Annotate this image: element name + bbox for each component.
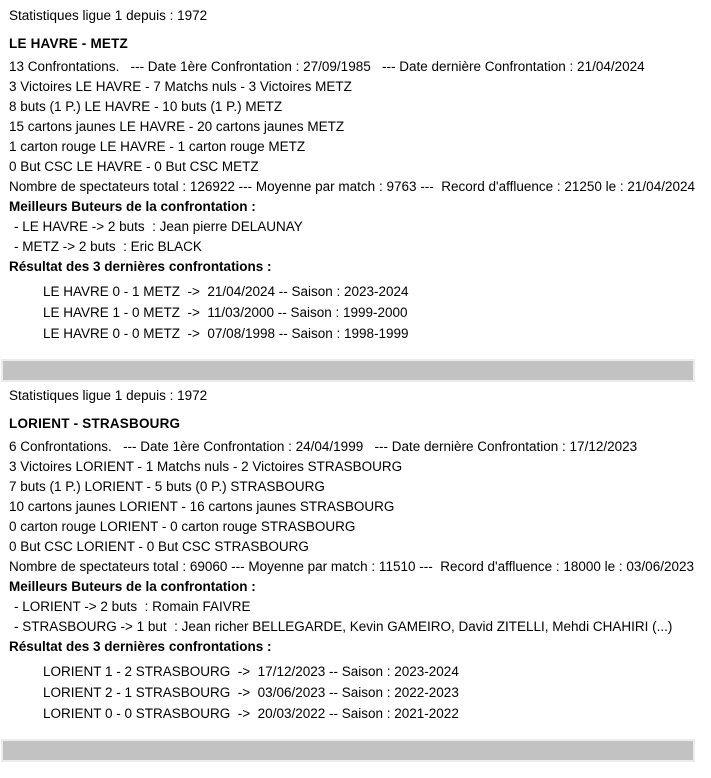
stat-own-goals: 0 But CSC LORIENT - 0 But CSC STRASBOURG	[9, 539, 309, 554]
scorer-away: - METZ -> 2 buts : Eric BLACK	[14, 239, 202, 254]
result-row: LE HAVRE 0 - 1 METZ -> 21/04/2024 -- Saison : 2023-2024	[43, 284, 409, 299]
scorer-home: - LE HAVRE -> 2 buts : Jean pierre DELAUNAY	[14, 219, 303, 234]
result-row: LE HAVRE 1 - 0 METZ -> 11/03/2000 -- Saison : 1999-2000	[43, 305, 408, 320]
result-row: LE HAVRE 0 - 0 METZ -> 07/08/1998 -- Saison : 1998-1999	[43, 326, 409, 341]
stat-red-cards: 0 carton rouge LORIENT - 0 carton rouge STRASBOURG	[9, 519, 356, 534]
last-results-list	[9, 281, 703, 344]
stat-yellow-cards: 15 cartons jaunes LE HAVRE - 20 cartons jaunes METZ	[9, 119, 345, 134]
stat-spectators: Nombre de spectateurs total : 69060 --- Moyenne par match : 11510 --- Record d'affluence : 18000 le : 03/06/2023	[9, 559, 694, 574]
stat-confrontations-dates: 6 Confrontations. --- Date 1ère Confrontation : 24/04/1999 --- Date dernière Confrontation : 17/12/2023	[9, 439, 638, 454]
confrontation-block-lorient-strasbourg	[0, 380, 711, 724]
result-row: LORIENT 0 - 0 STRASBOURG -> 20/03/2022 -- Saison : 2021-2022	[43, 706, 459, 721]
block-separator-bar	[3, 361, 693, 380]
stat-victories: 3 Victoires LORIENT - 1 Matchs nuls - 2 Victoires STRASBOURG	[9, 459, 403, 474]
league-stats-header: Statistiques ligue 1 depuis : 1972	[9, 8, 208, 23]
last-results-heading: Résultat des 3 dernières confrontations :	[9, 259, 272, 274]
stat-goals: 8 buts (1 P.) LE HAVRE - 10 buts (1 P.) METZ	[9, 99, 283, 114]
last-results-list	[9, 661, 703, 724]
block-separator-bar	[3, 741, 693, 760]
stat-yellow-cards: 10 cartons jaunes LORIENT - 16 cartons jaunes STRASBOURG	[9, 499, 395, 514]
stat-spectators: Nombre de spectateurs total : 126922 --- Moyenne par match : 9763 --- Record d'affluence : 21250 le : 21/04/2024	[9, 179, 695, 194]
league-stats-header: Statistiques ligue 1 depuis : 1972	[9, 388, 208, 403]
stat-victories: 3 Victoires LE HAVRE - 7 Matchs nuls - 3 Victoires METZ	[9, 79, 352, 94]
stat-confrontations-dates: 13 Confrontations. --- Date 1ère Confrontation : 27/09/1985 --- Date dernière Confrontation : 21/04/2024	[9, 59, 645, 74]
result-row: LORIENT 1 - 2 STRASBOURG -> 17/12/2023 -- Saison : 2023-2024	[43, 664, 459, 679]
best-scorers-heading: Meilleurs Buteurs de la confrontation :	[9, 579, 256, 594]
stat-own-goals: 0 But CSC LE HAVRE - 0 But CSC METZ	[9, 159, 259, 174]
scorer-home: - LORIENT -> 2 buts : Romain FAIVRE	[14, 599, 251, 614]
stat-red-cards: 1 carton rouge LE HAVRE - 1 carton rouge METZ	[9, 139, 306, 154]
confrontation-block-le-havre-metz	[0, 0, 711, 344]
confrontation-title: LE HAVRE - METZ	[9, 36, 128, 51]
scorer-away: - STRASBOURG -> 1 but : Jean richer BELLEGARDE, Kevin GAMEIRO, David ZITELLI, Mehdi CHAHIRI (...)	[14, 619, 673, 634]
best-scorers-heading: Meilleurs Buteurs de la confrontation :	[9, 199, 256, 214]
stat-goals: 7 buts (1 P.) LORIENT - 5 buts (0 P.) STRASBOURG	[9, 479, 325, 494]
last-results-heading: Résultat des 3 dernières confrontations :	[9, 639, 272, 654]
confrontation-title: LORIENT - STRASBOURG	[9, 416, 181, 431]
result-row: LORIENT 2 - 1 STRASBOURG -> 03/06/2023 -- Saison : 2022-2023	[43, 685, 459, 700]
